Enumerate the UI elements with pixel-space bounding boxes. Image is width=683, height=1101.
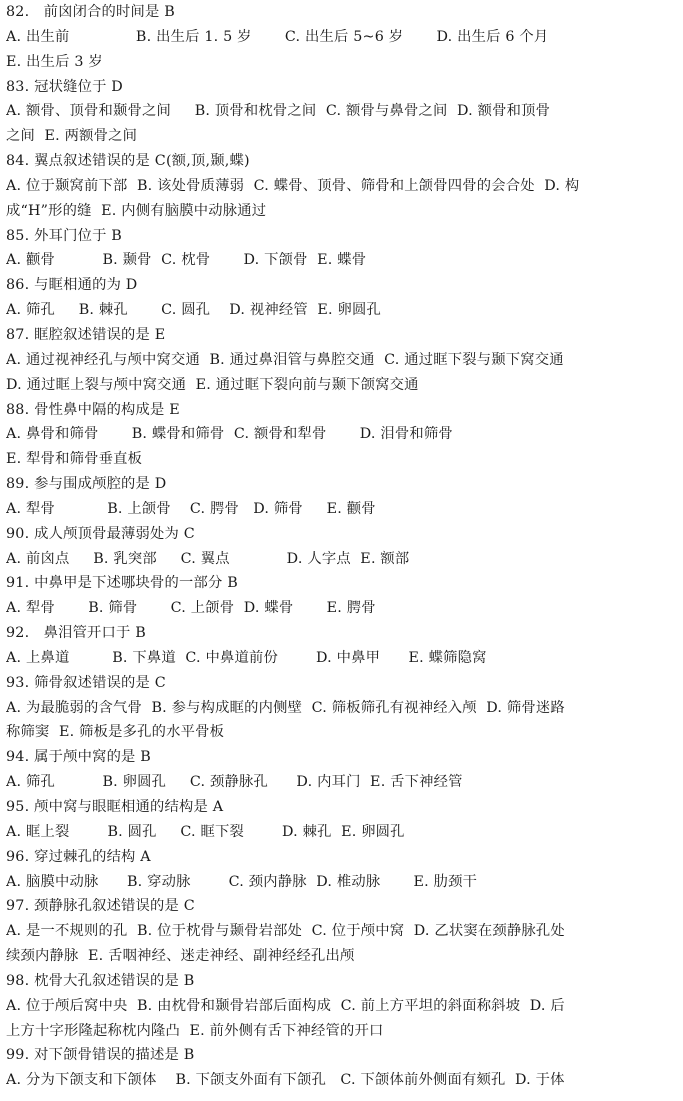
text-line: 92. 鼻泪管开口于 B [6, 625, 147, 642]
text-line: E. 犁骨和筛骨垂直板 [6, 451, 143, 468]
text-line: 续颈内静脉 E. 舌咽神经、迷走神经、副神经经孔出颅 [6, 948, 355, 965]
text-line: D. 通过眶上裂与颅中窝交通 E. 通过眶下裂向前与颞下颌窝交通 [6, 376, 419, 393]
text-line: A. 前囟点 B. 乳突部 C. 翼点 D. 人字点 E. 额部 [6, 550, 410, 567]
text-line: 91. 中鼻甲是下述哪块骨的一部分 B [6, 575, 238, 592]
text-line: 98. 枕骨大孔叙述错误的是 B [6, 972, 195, 989]
text-line: A. 位于颞窝前下部 B. 该处骨质薄弱 C. 蝶骨、顶骨、筛骨和上颌骨四骨的会合处 D. 构 [6, 177, 580, 194]
text-line: A. 脑膜中动脉 B. 穿动脉 C. 颈内静脉 D. 椎动脉 E. 肋颈干 [6, 873, 478, 890]
text-line: A. 筛孔 B. 卵圆孔 C. 颈静脉孔 D. 内耳门 E. 舌下神经管 [6, 774, 463, 791]
text-line: A. 眶上裂 B. 圆孔 C. 眶下裂 D. 棘孔 E. 卵圆孔 [6, 823, 405, 840]
text-line: 87. 眶腔叙述错误的是 E [6, 326, 166, 343]
text-line: 84. 翼点叙述错误的是 C(额,顶,颞,蝶) [6, 153, 250, 170]
text-line: 称筛窦 E. 筛板是多孔的水平骨板 [6, 724, 225, 741]
text-line: 88. 骨性鼻中隔的构成是 E [6, 401, 180, 418]
text-line: 96. 穿过棘孔的结构 A [6, 848, 151, 865]
text-line: 99. 对下颌骨错误的描述是 B [6, 1047, 195, 1064]
text-line: A. 通过视神经孔与颅中窝交通 B. 通过鼻泪管与鼻腔交通 C. 通过眶下裂与颞下窝交通 [6, 351, 564, 368]
text-line: 83. 冠状缝位于 D [6, 78, 123, 95]
text-line: 93. 筛骨叙述错误的是 C [6, 674, 166, 691]
text-line: A. 分为下颌支和下颌体 B. 下颌支外面有下颌孔 C. 下颌体前外侧面有颏孔 D. 于体 [6, 1072, 565, 1089]
text-line: 成“H”形的缝 E. 内侧有脑膜中动脉通过 [6, 202, 267, 219]
text-line: A. 位于颅后窝中央 B. 由枕骨和颞骨岩部后面构成 C. 前上方平坦的斜面称斜坡 D. 后 [6, 997, 565, 1014]
text-line: 89. 参与围成颅腔的是 D [6, 476, 167, 493]
text-line: A. 出生前 B. 出生后 1. 5 岁 C. 出生后 5~6 岁 D. 出生后 6 个月 [6, 28, 549, 45]
text-line: 上方十字形隆起称枕内隆凸 E. 前外侧有舌下神经管的开口 [6, 1022, 384, 1039]
text-line: E. 出生后 3 岁 [6, 53, 103, 70]
text-line: 95. 颅中窝与眼眶相通的结构是 A [6, 799, 224, 815]
text-line: 90. 成人颅顶骨最薄弱处为 C [6, 525, 195, 542]
text-line: A. 犁骨 B. 筛骨 C. 上颌骨 D. 蝶骨 E. 腭骨 [6, 600, 376, 617]
text-line: A. 是一不规则的孔 B. 位于枕骨与颞骨岩部处 C. 位于颅中窝 D. 乙状窦在颈静脉孔处 [6, 923, 565, 940]
text-line: A. 筛孔 B. 棘孔 C. 圆孔 D. 视神经管 E. 卵圆孔 [6, 302, 381, 319]
text-line: A. 为最脆弱的含气骨 B. 参与构成眶的内侧壁 C. 筛板筛孔有视神经入颅 D. 筛骨迷路 [6, 699, 565, 716]
text-line: 86. 与眶相通的为 D [6, 277, 138, 294]
text-line: A. 额骨、顶骨和颞骨之间 B. 顶骨和枕骨之间 C. 额骨与鼻骨之间 D. 额骨和顶骨 [6, 103, 551, 120]
text-line: A. 上鼻道 B. 下鼻道 C. 中鼻道前份 D. 中鼻甲 E. 蝶筛隐窝 [6, 649, 487, 666]
text-line: 97. 颈静脉孔叙述错误的是 C [6, 898, 195, 915]
text-line: 85. 外耳门位于 B [6, 227, 123, 244]
text-line: 94. 属于颅中窝的是 B [6, 749, 152, 766]
text-line: A. 犁骨 B. 上颌骨 C. 腭骨 D. 筛骨 E. 颧骨 [6, 500, 376, 517]
text-line: 之间 E. 两额骨之间 [6, 128, 138, 145]
text-line: A. 鼻骨和筛骨 B. 蝶骨和筛骨 C. 额骨和犁骨 D. 泪骨和筛骨 [6, 426, 453, 443]
text-line: 82. 前囟闭合的时间是 B [6, 4, 175, 20]
text-line: A. 颧骨 B. 颞骨 C. 枕骨 D. 下颌骨 E. 蝶骨 [6, 252, 367, 269]
